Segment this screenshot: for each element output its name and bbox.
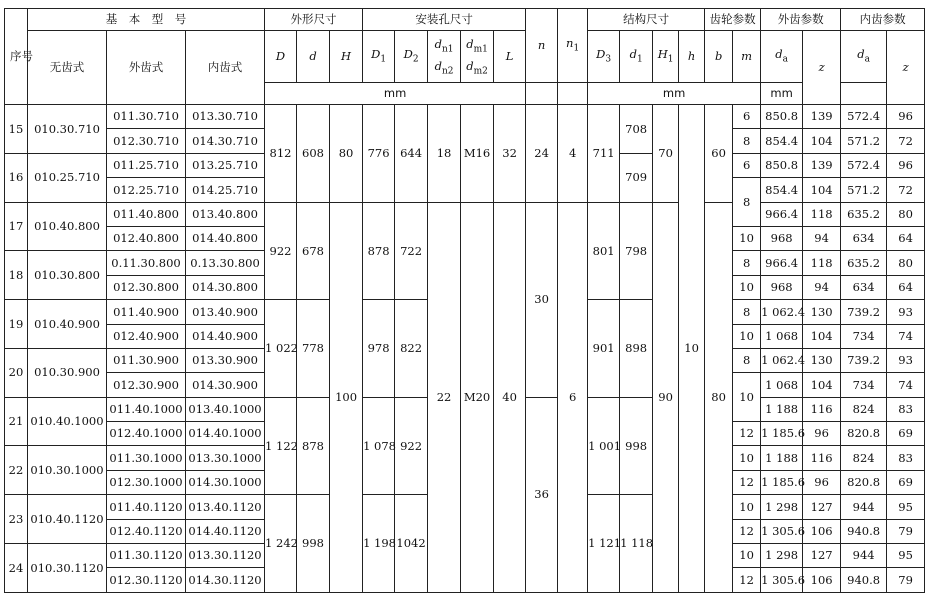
ext-gear-cell: 012.40.1000 [107, 422, 186, 446]
unit-blank [526, 83, 558, 105]
z-int-cell: 69 [887, 422, 925, 446]
h-cell: 10 [679, 105, 705, 593]
z-int-cell: 72 [887, 129, 925, 153]
unit-mm-struct: mm [588, 83, 761, 105]
ext-gear-cell: 011.40.900 [107, 300, 186, 324]
m-cell: 10 [733, 544, 761, 568]
int-gear-cell: 014.40.1120 [186, 519, 265, 543]
da-ext-cell: 1 068 [761, 324, 803, 348]
D3-cell: 901 [588, 300, 620, 398]
m-cell: 8 [733, 251, 761, 275]
ext-gear-cell: 011.30.710 [107, 105, 186, 129]
D-cell: 812 [265, 105, 297, 203]
n-header: n [526, 9, 558, 83]
da-int-cell: 940.8 [841, 519, 887, 543]
d-cell: 778 [297, 300, 330, 398]
m-cell: 12 [733, 568, 761, 592]
D2-cell: 722 [395, 202, 428, 300]
ext-gear-cell: 0.11.30.800 [107, 251, 186, 275]
m-cell: 10 [733, 495, 761, 519]
ext-gear-cell: 012.30.900 [107, 373, 186, 397]
L-header: L [494, 31, 526, 83]
H1-header: $H_1$ [653, 31, 679, 83]
z-int-cell: 83 [887, 397, 925, 421]
int-gear-cell: 013.30.1120 [186, 544, 265, 568]
z-int-cell: 83 [887, 446, 925, 470]
int-gear-cell: 013.30.1000 [186, 446, 265, 470]
int-gear-cell: 0.13.30.800 [186, 251, 265, 275]
D2-cell: 822 [395, 300, 428, 398]
da-ext-cell: 1 185.6 [761, 470, 803, 494]
da-int-cell: 944 [841, 495, 887, 519]
da-int-cell: 824 [841, 446, 887, 470]
ext-gear-cell: 012.25.710 [107, 178, 186, 202]
z-ext-cell: 106 [803, 519, 841, 543]
da-int-cell: 734 [841, 324, 887, 348]
d1-header: $d_1$ [620, 31, 653, 83]
da-ext-cell: 1 305.6 [761, 568, 803, 592]
int-gear-header: 内齿式 [186, 31, 265, 105]
m-cell: 10 [733, 275, 761, 299]
int-gear-cell: 014.40.800 [186, 226, 265, 250]
D2-cell: 922 [395, 397, 428, 495]
D-cell: 922 [265, 202, 297, 300]
d-cell: 608 [297, 105, 330, 203]
da-ext-header: $d_a$ [761, 31, 803, 83]
da-ext-cell: 1 068 [761, 373, 803, 397]
D3-cell: 1 001 [588, 397, 620, 495]
H-cell: 80 [330, 105, 363, 203]
outer-dim-header: 外形尺寸 [265, 9, 363, 31]
z-int-cell: 64 [887, 226, 925, 250]
d1-cell: 1 118 [620, 495, 653, 593]
H-cell: 100 [330, 202, 363, 592]
da-ext-cell: 966.4 [761, 251, 803, 275]
da-int-cell: 940.8 [841, 568, 887, 592]
ext-gear-cell: 011.30.1120 [107, 544, 186, 568]
int-gear-cell: 014.40.1000 [186, 422, 265, 446]
D1-cell: 1 198 [363, 495, 395, 593]
da-ext-cell: 1 062.4 [761, 348, 803, 372]
z-ext-cell: 104 [803, 178, 841, 202]
ext-gear-cell: 012.30.1000 [107, 470, 186, 494]
unit-mm-dims: mm [265, 83, 526, 105]
seq-cell: 24 [5, 544, 28, 593]
z-ext-cell: 104 [803, 373, 841, 397]
ext-gear-cell: 012.40.800 [107, 226, 186, 250]
da-int-cell: 734 [841, 373, 887, 397]
m-cell: 10 [733, 324, 761, 348]
dn-cell: 22 [428, 202, 461, 592]
b-cell: 80 [705, 202, 733, 592]
z-ext-cell: 139 [803, 105, 841, 129]
ext-gear-cell: 012.30.1120 [107, 568, 186, 592]
d1-cell: 798 [620, 202, 653, 300]
ext-gear-cell: 012.30.710 [107, 129, 186, 153]
struct-dim-header: 结构尺寸 [588, 9, 705, 31]
z-int-cell: 64 [887, 275, 925, 299]
z-ext-cell: 106 [803, 568, 841, 592]
D1-cell: 878 [363, 202, 395, 300]
L-cell: 40 [494, 202, 526, 592]
seq-cell: 21 [5, 397, 28, 446]
m-cell: 6 [733, 105, 761, 129]
da-int-cell: 571.2 [841, 129, 887, 153]
n1-cell: 6 [558, 202, 588, 592]
z-ext-cell: 96 [803, 422, 841, 446]
unit-blank [558, 83, 588, 105]
D-cell: 1 022 [265, 300, 297, 398]
seq-cell: 22 [5, 446, 28, 495]
dm-cell: M20 [461, 202, 494, 592]
z-ext-cell: 130 [803, 300, 841, 324]
da-ext-cell: 850.8 [761, 105, 803, 129]
da-ext-cell: 1 062.4 [761, 300, 803, 324]
da-int-cell: 739.2 [841, 300, 887, 324]
int-gear-param-header: 内齿参数 [841, 9, 925, 31]
no-gear-cell: 010.30.1000 [28, 446, 107, 495]
basic-model-header: 基 本 型 号 [28, 9, 265, 31]
no-gear-cell: 010.25.710 [28, 153, 107, 202]
m-cell: 8 [733, 129, 761, 153]
no-gear-cell: 010.40.900 [28, 300, 107, 349]
m-header: m [733, 31, 761, 83]
ext-gear-cell: 012.40.900 [107, 324, 186, 348]
H1-cell: 70 [653, 105, 679, 203]
da-int-cell: 820.8 [841, 470, 887, 494]
d-header: d [297, 31, 330, 83]
no-gear-cell: 010.30.800 [28, 251, 107, 300]
no-gear-cell: 010.40.1000 [28, 397, 107, 446]
no-gear-cell: 010.40.1120 [28, 495, 107, 544]
da-int-cell: 634 [841, 226, 887, 250]
m-cell: 8 [733, 300, 761, 324]
D-cell: 1 242 [265, 495, 297, 593]
ext-gear-cell: 012.30.800 [107, 275, 186, 299]
z-ext-header: z [803, 31, 841, 105]
da-int-cell: 634 [841, 275, 887, 299]
z-ext-cell: 104 [803, 129, 841, 153]
m-cell: 12 [733, 519, 761, 543]
ext-gear-cell: 011.30.1000 [107, 446, 186, 470]
z-int-cell: 74 [887, 373, 925, 397]
install-hole-header: 安装孔尺寸 [363, 9, 526, 31]
z-ext-cell: 116 [803, 397, 841, 421]
z-int-cell: 69 [887, 470, 925, 494]
gear-param-header: 齿轮参数 [705, 9, 761, 31]
n1-header: $n_1$ [558, 9, 588, 83]
z-ext-cell: 139 [803, 153, 841, 177]
z-int-cell: 79 [887, 519, 925, 543]
ext-gear-cell: 011.25.710 [107, 153, 186, 177]
d-cell: 678 [297, 202, 330, 300]
z-ext-cell: 118 [803, 251, 841, 275]
n-cell: 24 [526, 105, 558, 203]
D-cell: 1 122 [265, 397, 297, 495]
int-gear-cell: 013.40.1000 [186, 397, 265, 421]
z-ext-cell: 94 [803, 275, 841, 299]
z-int-cell: 80 [887, 251, 925, 275]
d-cell: 998 [297, 495, 330, 593]
z-ext-cell: 130 [803, 348, 841, 372]
L-cell: 32 [494, 105, 526, 203]
D-header: D [265, 31, 297, 83]
int-gear-cell: 014.25.710 [186, 178, 265, 202]
z-int-cell: 96 [887, 105, 925, 129]
z-ext-cell: 118 [803, 202, 841, 226]
da-ext-cell: 1 188 [761, 397, 803, 421]
d1-cell: 898 [620, 300, 653, 398]
D1-cell: 1 078 [363, 397, 395, 495]
D2-cell: 644 [395, 105, 428, 203]
da-int-cell: 635.2 [841, 202, 887, 226]
m-cell: 12 [733, 470, 761, 494]
int-gear-cell: 014.30.1120 [186, 568, 265, 592]
int-gear-cell: 014.30.1000 [186, 470, 265, 494]
da-ext-cell: 854.4 [761, 129, 803, 153]
D3-header: $D_3$ [588, 31, 620, 83]
ext-gear-cell: 011.40.1120 [107, 495, 186, 519]
da-int-cell: 572.4 [841, 105, 887, 129]
z-int-cell: 80 [887, 202, 925, 226]
z-ext-cell: 127 [803, 495, 841, 519]
int-gear-cell: 013.40.800 [186, 202, 265, 226]
int-gear-cell: 014.30.710 [186, 129, 265, 153]
seq-header: 序号 [5, 9, 28, 105]
m-cell: 8 [733, 178, 761, 227]
da-int-cell: 944 [841, 544, 887, 568]
z-ext-cell: 127 [803, 544, 841, 568]
b-cell: 60 [705, 105, 733, 203]
ext-gear-param-header: 外齿参数 [761, 9, 841, 31]
seq-cell: 18 [5, 251, 28, 300]
da-ext-cell: 1 298 [761, 495, 803, 519]
da-int-cell: 820.8 [841, 422, 887, 446]
dn-cell: 18 [428, 105, 461, 203]
da-int-cell: 572.4 [841, 153, 887, 177]
ext-gear-header: 外齿式 [107, 31, 186, 105]
H-header: H [330, 31, 363, 83]
d1-cell: 998 [620, 397, 653, 495]
dm-header: $d_{m1}$ $d_{m2}$ [461, 31, 494, 83]
ext-gear-cell: 011.40.800 [107, 202, 186, 226]
m-cell: 10 [733, 446, 761, 470]
z-int-cell: 74 [887, 324, 925, 348]
z-int-cell: 93 [887, 348, 925, 372]
D1-header: $D_1$ [363, 31, 395, 83]
no-gear-header: 无齿式 [28, 31, 107, 105]
d1-cell: 708 [620, 105, 653, 154]
z-ext-cell: 96 [803, 470, 841, 494]
no-gear-cell: 010.40.800 [28, 202, 107, 251]
D2-header: $D_2$ [395, 31, 428, 83]
n1-cell: 4 [558, 105, 588, 203]
da-ext-cell: 966.4 [761, 202, 803, 226]
d1-cell: 709 [620, 153, 653, 202]
da-ext-cell: 968 [761, 226, 803, 250]
seq-cell: 16 [5, 153, 28, 202]
da-int-cell: 824 [841, 397, 887, 421]
int-gear-cell: 013.30.710 [186, 105, 265, 129]
z-ext-cell: 116 [803, 446, 841, 470]
z-int-header: z [887, 31, 925, 105]
z-int-cell: 72 [887, 178, 925, 202]
da-ext-cell: 850.8 [761, 153, 803, 177]
m-cell: 12 [733, 422, 761, 446]
int-gear-cell: 013.30.900 [186, 348, 265, 372]
h-header: h [679, 31, 705, 83]
H1-cell: 90 [653, 202, 679, 592]
da-ext-cell: 854.4 [761, 178, 803, 202]
m-cell: 10 [733, 226, 761, 250]
int-gear-cell: 013.25.710 [186, 153, 265, 177]
m-cell: 8 [733, 348, 761, 372]
m-cell: 6 [733, 153, 761, 177]
da-int-cell: 739.2 [841, 348, 887, 372]
z-ext-cell: 94 [803, 226, 841, 250]
da-ext-cell: 1 298 [761, 544, 803, 568]
D1-cell: 776 [363, 105, 395, 203]
seq-cell: 23 [5, 495, 28, 544]
z-int-cell: 93 [887, 300, 925, 324]
da-ext-cell: 968 [761, 275, 803, 299]
D1-cell: 978 [363, 300, 395, 398]
unit-mm-da: mm [761, 83, 803, 105]
no-gear-cell: 010.30.900 [28, 348, 107, 397]
z-ext-cell: 104 [803, 324, 841, 348]
dm-cell: M16 [461, 105, 494, 203]
da-ext-cell: 1 188 [761, 446, 803, 470]
dn-header: $d_{n1}$ $d_{n2}$ [428, 31, 461, 83]
specification-table [4, 8, 925, 593]
n-cell: 30 [526, 202, 558, 397]
D3-cell: 711 [588, 105, 620, 203]
D3-cell: 1 121 [588, 495, 620, 593]
da-int-cell: 635.2 [841, 251, 887, 275]
int-gear-cell: 013.40.1120 [186, 495, 265, 519]
D3-cell: 801 [588, 202, 620, 300]
seq-cell: 19 [5, 300, 28, 349]
z-int-cell: 96 [887, 153, 925, 177]
no-gear-cell: 010.30.1120 [28, 544, 107, 593]
da-ext-cell: 1 305.6 [761, 519, 803, 543]
ext-gear-cell: 011.40.1000 [107, 397, 186, 421]
ext-gear-cell: 011.30.900 [107, 348, 186, 372]
int-gear-cell: 013.40.900 [186, 300, 265, 324]
da-int-header: $d_a$ [841, 31, 887, 83]
int-gear-cell: 014.30.900 [186, 373, 265, 397]
no-gear-cell: 010.30.710 [28, 105, 107, 154]
z-int-cell: 95 [887, 495, 925, 519]
D2-cell: 1042 [395, 495, 428, 593]
seq-cell: 17 [5, 202, 28, 251]
z-int-cell: 79 [887, 568, 925, 592]
ext-gear-cell: 012.40.1120 [107, 519, 186, 543]
d-cell: 878 [297, 397, 330, 495]
int-gear-cell: 014.40.900 [186, 324, 265, 348]
seq-cell: 15 [5, 105, 28, 154]
da-int-cell: 571.2 [841, 178, 887, 202]
b-header: b [705, 31, 733, 83]
seq-cell: 20 [5, 348, 28, 397]
int-gear-cell: 014.30.800 [186, 275, 265, 299]
da-ext-cell: 1 185.6 [761, 422, 803, 446]
n-cell: 36 [526, 397, 558, 592]
m-cell: 10 [733, 373, 761, 422]
z-int-cell: 95 [887, 544, 925, 568]
